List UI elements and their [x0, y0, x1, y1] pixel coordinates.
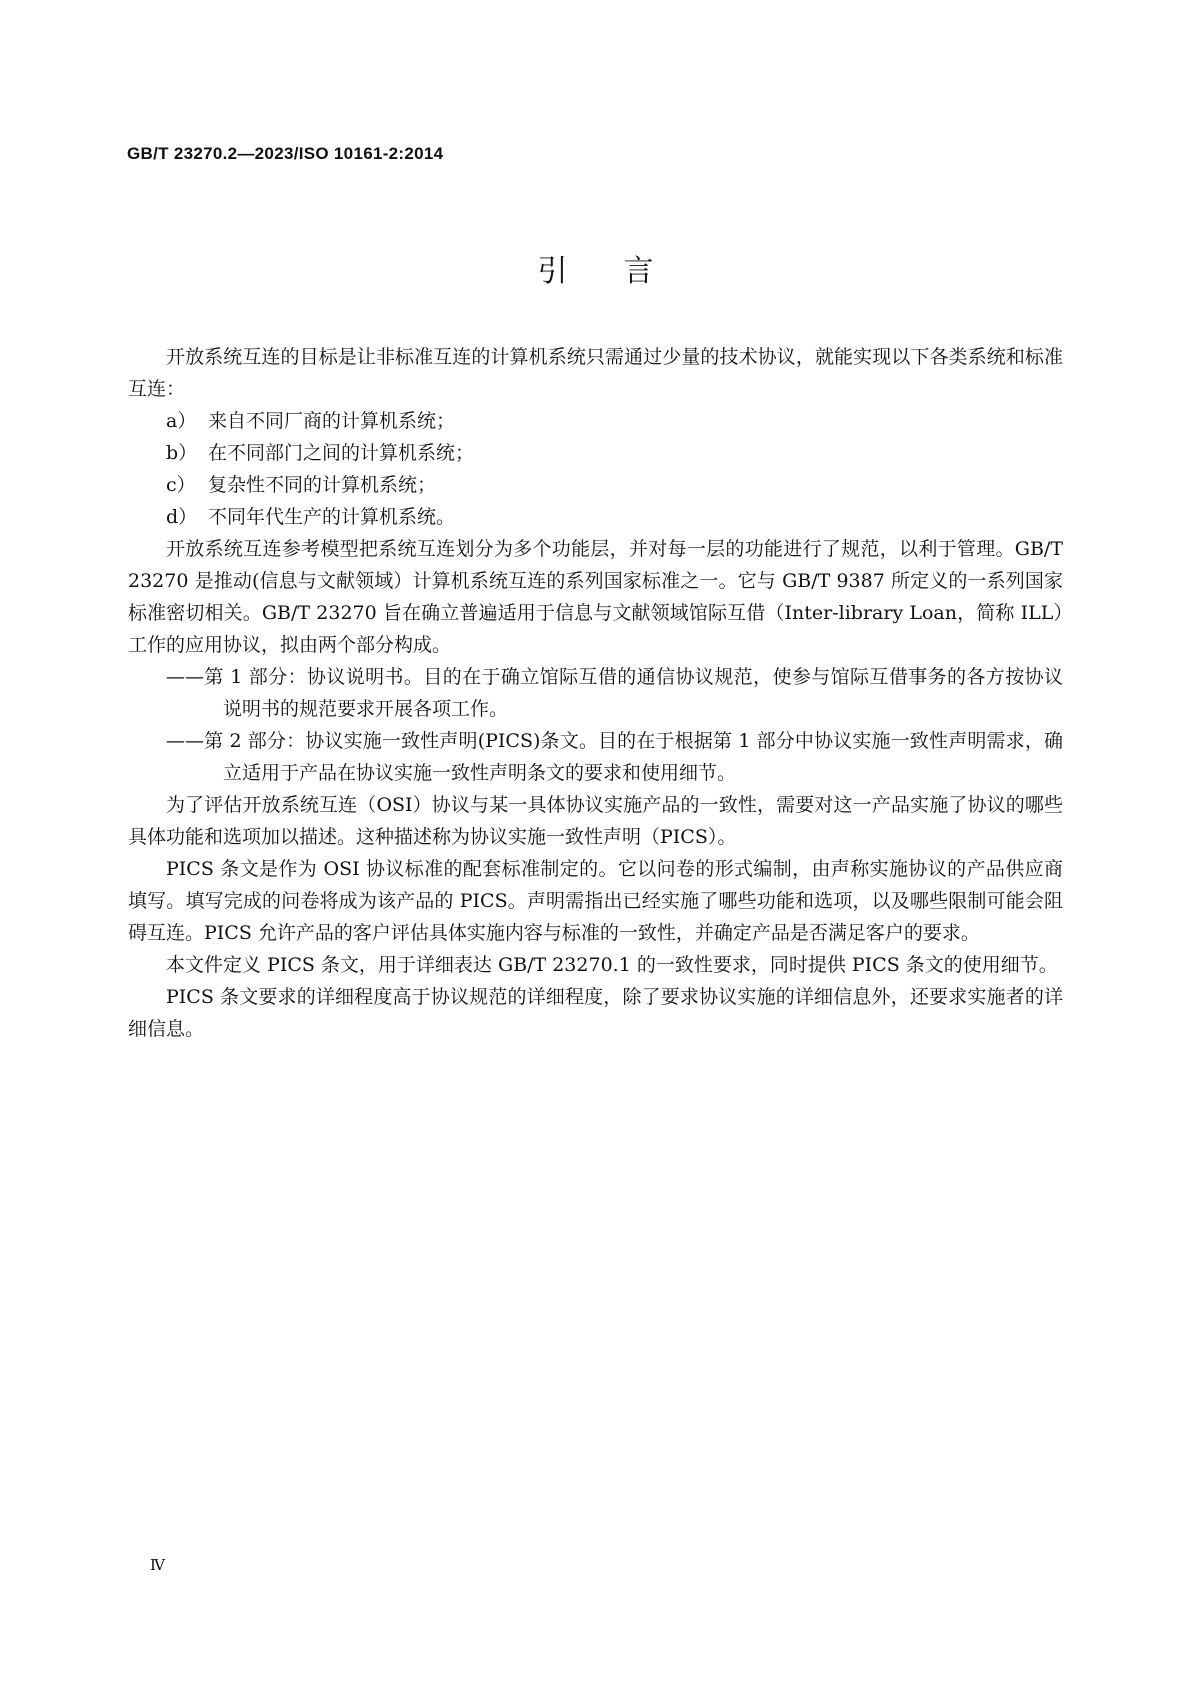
list-item-text: 不同年代生产的计算机系统。 [208, 506, 456, 528]
paragraph-pics-definition: PICS 条文是作为 OSI 协议标准的配套标准制定的。它以问卷的形式编制，由声称实施协议的产品供应商填写。填写完成的问卷将成为该产品的 PICS。声明需指出已经实施了哪些功能和选项，以及哪些限制可能会阻碍互连。PICS 允许产品的客户评估具体实施内容与标准的一致性，并确定产品是否满足客户的要求。 [128, 858, 1063, 944]
paragraph-reference-model: 开放系统互连参考模型把系统互连划分为多个功能层，并对每一层的功能进行了规范，以利于管理。GB/T 23270 是推动(信息与文献领域）计算机系统互连的系列国家标准之一。它与 GB/T 9387 所定义的一系列国家标准密切相关。GB/T 23270 旨在确立普遍适用于信息与文献领域馆际互借（Inter-library Loan，简称 ILL）工作的应用协议，拟由两个部分构成。 [128, 538, 1063, 656]
list-item [128, 469, 1063, 501]
paragraph-osi-evaluation: 为了评估开放系统互连（OSI）协议与某一具体协议实施产品的一致性，需要对这一产品实施了协议的哪些具体功能和选项加以描述。这种描述称为协议实施一致性声明（PICS）。 [128, 794, 1063, 848]
list-item [128, 437, 1063, 469]
list-item [128, 501, 1063, 533]
list-marker: d） [166, 506, 198, 528]
page-number: Ⅳ [150, 1556, 165, 1574]
list-item-text: 复杂性不同的计算机系统； [208, 474, 437, 496]
part-2-description: ——第 2 部分：协议实施一致性声明(PICS)条文。目的在于根据第 1 部分中协议实施一致性声明需求，确立适用于产品在协议实施一致性声明条文的要求和使用细节。 [166, 730, 1063, 784]
document-code: GB/T 23270.2—2023/ISO 10161-2:2014 [127, 144, 444, 163]
part-1-description: ——第 1 部分：协议说明书。目的在于确立馆际互借的通信协议规范，使参与馆际互借事务的各方按协议说明书的规范要求开展各项工作。 [166, 666, 1063, 720]
list-item-text: 在不同部门之间的计算机系统； [208, 442, 475, 464]
paragraph-intro: 开放系统互连的目标是让非标准互连的计算机系统只需通过少量的技术协议，就能实现以下各类系统和标准互连： [128, 346, 1063, 400]
paragraph-detail-level: PICS 条文要求的详细程度高于协议规范的详细程度，除了要求协议实施的详细信息外，还要求实施者的详细信息。 [128, 986, 1063, 1040]
list-item [128, 405, 1063, 437]
list-marker: a） [166, 410, 197, 432]
list-item-text: 来自不同厂商的计算机系统； [208, 410, 456, 432]
paragraph-document-scope: 本文件定义 PICS 条文，用于详细表达 GB/T 23270.1 的一致性要求，同时提供 PICS 条文的使用细节。 [166, 954, 1058, 976]
document-body [128, 341, 1063, 1045]
page-title: 引言 [537, 254, 710, 289]
list-marker: c） [166, 474, 196, 496]
list-marker: b） [166, 442, 198, 464]
